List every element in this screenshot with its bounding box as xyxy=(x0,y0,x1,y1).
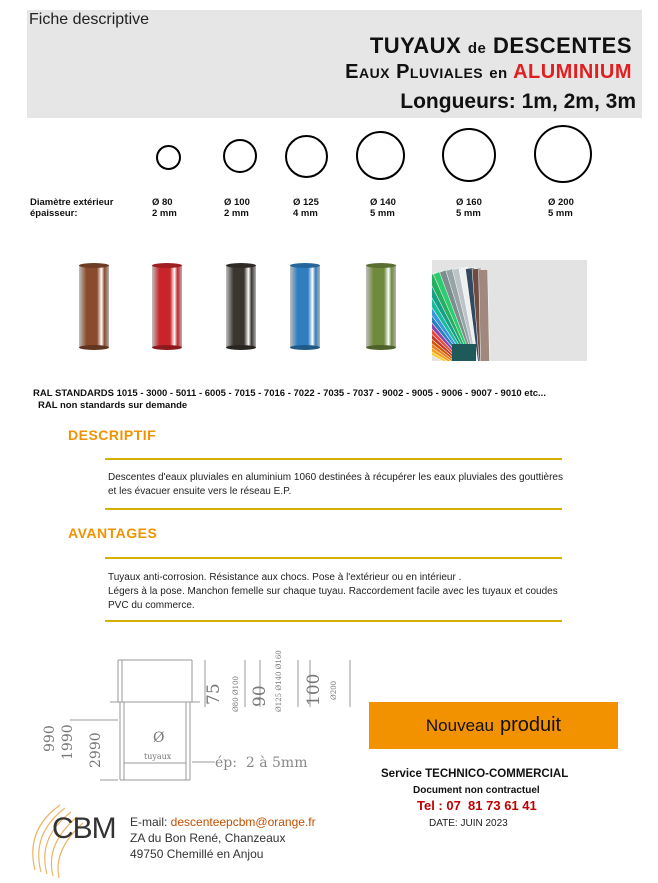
thickness-value: 2 mm xyxy=(224,208,249,219)
ral-color-fan-image xyxy=(432,260,587,361)
pipe-sample xyxy=(290,265,320,348)
descriptif-text: Descentes d'eaux pluviales en aluminium 1060 destinées à récupérer les eaux pluviales des gouttières et les évacuer ensuite vers le réseau E.P. xyxy=(108,472,563,497)
divider xyxy=(105,620,562,622)
email-link[interactable]: descenteepcbm@orange.fr xyxy=(170,815,316,829)
diameter-value: Ø 100 xyxy=(224,197,250,208)
title-line-2: Eaux Pluviales en ALUMINIUM xyxy=(345,61,632,83)
divider xyxy=(105,508,562,510)
diameter-circle-160 xyxy=(442,128,496,182)
ral-non-standards: RAL non standards sur demande xyxy=(38,400,188,411)
thickness-value: 2 mm xyxy=(152,208,177,219)
service-label: Service TECHNICO-COMMERCIAL xyxy=(381,768,569,780)
cbm-logo: CBM xyxy=(52,812,116,845)
address-line-2: 49750 Chemillé en Anjou xyxy=(130,847,264,861)
non-contractual-note: Document non contractuel xyxy=(413,785,540,796)
diameter-symbol: Ø xyxy=(153,730,165,746)
sleeve-length-label: 75 xyxy=(204,683,224,705)
thickness-value: 5 mm xyxy=(370,208,395,219)
descriptif-title: DESCRIPTIF xyxy=(68,427,157,443)
thickness-value: 4 mm xyxy=(293,208,318,219)
thickness-value: 5 mm xyxy=(548,208,573,219)
diameter-value: Ø 125 xyxy=(293,197,319,208)
sleeve-diam-label: Ø125 Ø140 Ø160 xyxy=(275,650,283,712)
pipe-sample xyxy=(152,265,182,348)
tuyaux-label: tuyaux xyxy=(144,752,172,761)
new-product-banner: Nouveau produit xyxy=(369,702,618,749)
document-date: DATE: JUIN 2023 xyxy=(429,818,508,829)
avantages-text-1: Tuyaux anti-corrosion. Résistance aux chocs. Pose à l'extérieur ou en intérieur . xyxy=(108,572,462,583)
length-label: 990 xyxy=(42,725,58,752)
email-line: E-mail: descenteepcbm@orange.fr xyxy=(130,815,316,829)
pipe-sample xyxy=(79,265,109,348)
sleeve-length-label: 90 xyxy=(250,685,270,707)
diameter-circle-125 xyxy=(285,135,328,178)
fan-color-strip xyxy=(479,269,490,361)
ral-standards: RAL STANDARDS 1015 - 3000 - 5011 - 6005 - 7015 - 7016 - 7022 - 7035 - 7037 - 9002 - 9005 - 9006 - 9007 - 9010 etc... xyxy=(33,388,546,399)
sleeve-length-label: 100 xyxy=(304,673,324,706)
title-lengths: Longueurs: 1m, 2m, 3m xyxy=(400,90,636,113)
divider xyxy=(105,458,562,460)
length-label: 2990 xyxy=(88,732,104,768)
diameter-value: Ø 140 xyxy=(370,197,396,208)
diameter-circle-80 xyxy=(156,145,181,170)
diameter-value: Ø 80 xyxy=(152,197,173,208)
sleeve-diam-label: Ø200 xyxy=(330,680,338,700)
divider xyxy=(105,557,562,559)
diameter-circle-140 xyxy=(356,131,405,180)
thickness-value: 5 mm xyxy=(456,208,481,219)
technical-drawing xyxy=(40,645,360,795)
avantages-title: AVANTAGES xyxy=(68,525,158,541)
thickness-label: épaisseur: xyxy=(30,208,78,219)
title-line-1: TUYAUX de DESCENTES xyxy=(369,33,632,58)
phone-number[interactable]: Tel : 07 81 73 61 41 xyxy=(417,798,537,813)
diameter-circle-200 xyxy=(534,125,592,183)
diameter-value: Ø 160 xyxy=(456,197,482,208)
address-line-1: ZA du Bon René, Chanzeaux xyxy=(130,831,286,845)
length-label: 1990 xyxy=(60,724,76,760)
diameter-value: Ø 200 xyxy=(548,197,574,208)
diameter-circle-100 xyxy=(223,139,257,173)
thickness-note: ép: 2 à 5mm xyxy=(215,755,308,771)
pipe-sample xyxy=(226,265,256,348)
avantages-text-2: Légers à la pose. Manchon femelle sur chaque tuyau. Raccordement facile avec les tuyaux et coudes PVC du commerce. xyxy=(108,586,558,611)
diameter-label: Diamètre extérieur xyxy=(30,197,114,208)
pipe-sample xyxy=(366,265,396,348)
sleeve-diam-label: Ø80 Ø100 xyxy=(232,676,240,712)
doc-type: Fiche descriptive xyxy=(29,11,150,28)
